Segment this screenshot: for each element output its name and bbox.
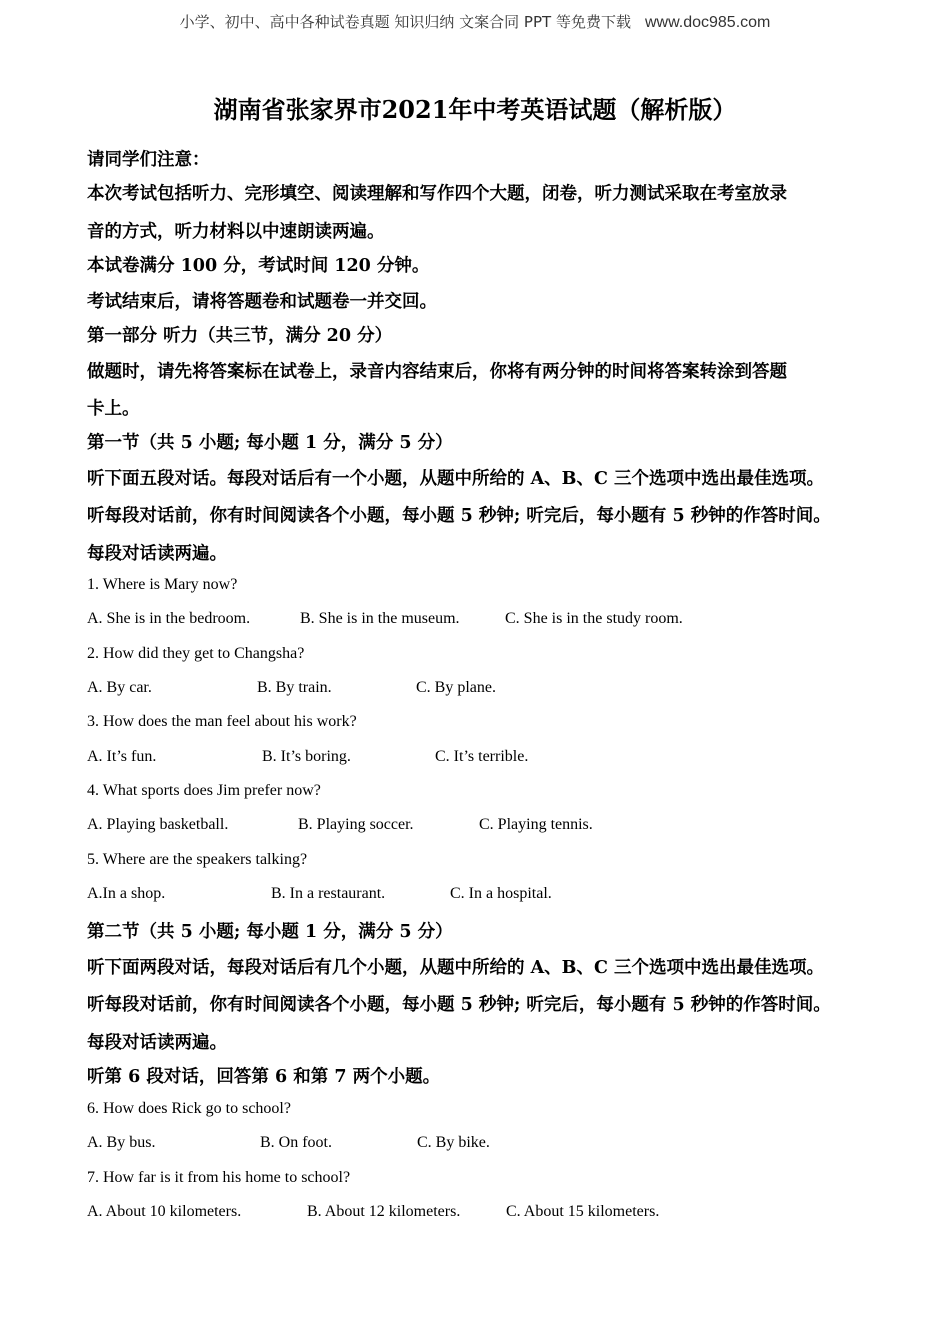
question-6: 6. How does Rick go to school?: [87, 1100, 291, 1117]
question-3-option-a: A. It’s fun.: [87, 748, 157, 765]
header-text: 小学、初中、高中各种试卷真题 知识归纳 文案合同 PPT 等免费下载: [179, 13, 631, 31]
notice-line-3: 本试卷满分 100 分，考试时间 120 分钟。: [87, 256, 430, 276]
question-4-option-c: C. Playing tennis.: [479, 816, 593, 833]
notice-line-2: 音的方式，听力材料以中速朗读两遍。: [87, 222, 385, 242]
question-2-option-a: A. By car.: [87, 679, 152, 696]
question-5-option-a: A.In a shop.: [87, 885, 166, 902]
notice-heading: 请同学们注意：: [87, 150, 210, 170]
question-1: 1. Where is Mary now?: [87, 576, 238, 593]
question-1-option-a: A. She is in the bedroom.: [87, 610, 251, 627]
question-3-option-c: C. It’s terrible.: [435, 748, 529, 765]
question-2-option-c: C. By plane.: [416, 679, 496, 696]
part1-heading: 第一部分 听力（共三节，满分 20 分）: [87, 326, 393, 346]
question-5-option-c: C. In a hospital.: [450, 885, 552, 902]
question-2-option-b: B. By train.: [257, 679, 332, 696]
page-header: [0, 11, 950, 32]
question-5: 5. Where are the speakers talking?: [87, 851, 308, 868]
section1-instruction-2: 听每段对话前，你有时间阅读各个小题，每小题 5 秒钟; 听完后，每小题有 5 秒钟的作答时间。: [87, 506, 831, 526]
question-7-option-b: B. About 12 kilometers.: [307, 1203, 461, 1220]
question-4: 4. What sports does Jim prefer now?: [87, 782, 321, 799]
question-6-option-b: B. On foot.: [260, 1134, 332, 1151]
question-7-option-a: A. About 10 kilometers.: [87, 1203, 242, 1220]
section2-instruction-2: 听每段对话前，你有时间阅读各个小题，每小题 5 秒钟; 听完后，每小题有 5 秒钟的作答时间。: [87, 995, 831, 1015]
section1-instruction-1: 听下面五段对话。每段对话后有一个小题，从题中所给的 A、B、C 三个选项中选出最佳选项。: [87, 469, 824, 489]
question-4-option-b: B. Playing soccer.: [298, 816, 414, 833]
section2-instruction-1: 听下面两段对话，每段对话后有几个小题，从题中所给的 A、B、C 三个选项中选出最佳选项。: [87, 958, 824, 978]
part1-instruction-1: 做题时，请先将答案标在试卷上，录音内容结束后，你将有两分钟的时间将答案转涂到答题: [87, 362, 787, 382]
question-5-option-b: B. In a restaurant.: [271, 885, 386, 902]
notice-line-4: 考试结束后，请将答题卷和试题卷一并交回。: [87, 292, 437, 312]
question-7-option-c: C. About 15 kilometers.: [506, 1203, 660, 1220]
section1-heading: 第一节（共 5 小题; 每小题 1 分，满分 5 分）: [87, 433, 453, 453]
section1-instruction-3: 每段对话读两遍。: [87, 544, 227, 564]
question-6-option-c: C. By bike.: [417, 1134, 490, 1151]
question-4-option-a: A. Playing basketball.: [87, 816, 229, 833]
question-7: 7. How far is it from his home to school?: [87, 1169, 351, 1186]
question-3-option-b: B. It’s boring.: [262, 748, 351, 765]
question-1-option-c: C. She is in the study room.: [505, 610, 683, 627]
question-6-option-a: A. By bus.: [87, 1134, 156, 1151]
part1-instruction-2: 卡上。: [87, 399, 140, 419]
question-2: 2. How did they get to Changsha?: [87, 645, 305, 662]
notice-line-1: 本次考试包括听力、完形填空、阅读理解和写作四个大题，闭卷，听力测试采取在考室放录: [87, 184, 787, 204]
question-3: 3. How does the man feel about his work?: [87, 713, 357, 730]
section2-heading: 第二节（共 5 小题; 每小题 1 分，满分 5 分）: [87, 922, 453, 942]
header-url[interactable]: www.doc985.com: [644, 14, 771, 31]
dialog-6-instruction: 听第 6 段对话，回答第 6 和第 7 两个小题。: [87, 1067, 441, 1087]
page-title: 湖南省张家界市2021年中考英语试题（解析版）: [213, 95, 737, 124]
section2-instruction-3: 每段对话读两遍。: [87, 1033, 227, 1053]
question-1-option-b: B. She is in the museum.: [300, 610, 460, 627]
